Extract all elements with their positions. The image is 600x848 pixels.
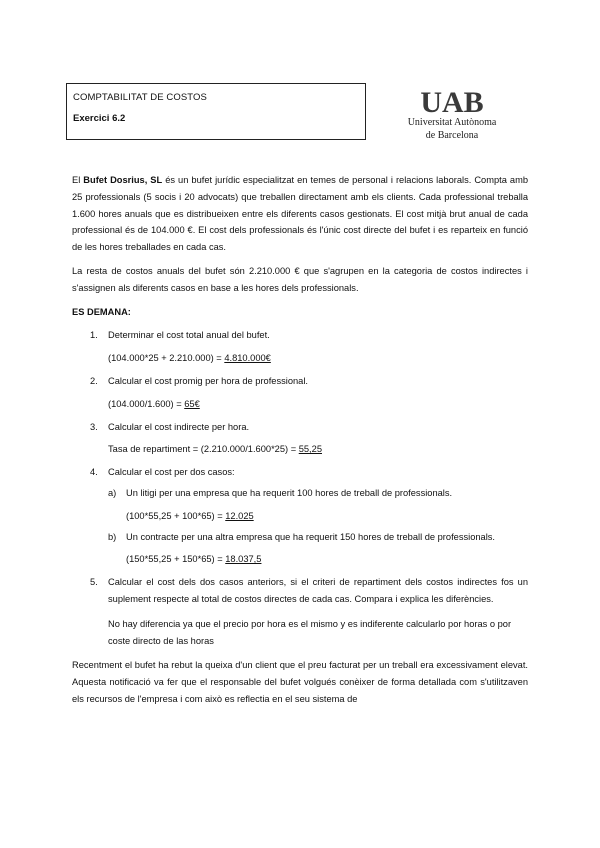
answer-5-note: No hay diferencia ya que el precio por hora es el mismo y es indiferente calcularlo por horas o por coste directo de las horas bbox=[108, 618, 512, 646]
logo-line-1: Universitat Autònoma bbox=[407, 117, 497, 128]
exercise-label: Exercici 6.2 bbox=[73, 113, 126, 124]
svg-text:UAB: UAB bbox=[420, 86, 484, 116]
question-4: 4. Calcular el cost per dos casos: bbox=[90, 467, 235, 478]
intro-paragraph-1: El Bufet Dosrius, SL és un bufet jurídic especialitzat en temes de personal i relacions laborals. Compta amb 25 professionals (5 socis i 20 advocats) que treballen directament amb els clients. Cada professional treballa 1.600 hores anuals que es distribueixen entre els diferents casos gestionats. El cost mitjà brut anual de cada professional és de 104.000 €. El cost dels professionals és l'únic cost directe del bufet i es reparteix en funció de les hores treballades en cada cas. bbox=[72, 175, 529, 253]
question-5: 5. Calcular el cost dels dos casos anteriors, si el criteri de repartiment dels costos indirectes fos un suplement respecte al total de costos directes de cada cas. Compara i explica les diferències. bbox=[90, 577, 528, 604]
closing-paragraph: Recentment el bufet ha rebut la queixa d'un client que el preu facturat per un treball era excessivament elevat. Aquesta notificació va fer que el responsable del bufet volgués conèixer de forma detallada com s'utilitzaven els recursos de l'empresa i com això es reflectia en el seu sistema de bbox=[72, 660, 528, 704]
answer-4a: (100*55,25 + 100*65) = 12.025 bbox=[126, 510, 254, 521]
answer-4b: (150*55,25 + 150*65) = 18.037,5 bbox=[126, 554, 262, 565]
es-demana-heading: ES DEMANA: bbox=[72, 306, 131, 317]
document-title: COMPTABILITAT DE COSTOS bbox=[73, 92, 207, 103]
uab-logo bbox=[397, 86, 507, 142]
answer-1: (104.000*25 + 2.210.000) = 4.810.000€ bbox=[108, 353, 271, 364]
question-1: 1. Determinar el cost total anual del bufet. bbox=[90, 330, 270, 341]
subquestion-b: b) Un contracte per una altra empresa que ha requerit 150 hores de treball de professionals. bbox=[108, 531, 495, 542]
answer-3: Tasa de repartiment = (2.210.000/1.600*25) = 55,25 bbox=[108, 444, 322, 455]
document-body bbox=[72, 172, 528, 708]
intro-paragraph-2: La resta de costos anuals del bufet són 2.210.000 € que s'agrupen en la categoria de costos indirectes i s'assignen als diferents casos en base a les hores dels professionals. bbox=[72, 265, 528, 293]
header-box bbox=[66, 83, 366, 140]
subquestion-a: a) Un litigi per una empresa que ha requerit 100 hores de treball de professionals. bbox=[108, 487, 453, 498]
company-name: Bufet Dosrius, SL bbox=[83, 175, 163, 185]
logo-line-2: de Barcelona bbox=[425, 130, 479, 141]
question-2: 2. Calcular el cost promig per hora de professional. bbox=[90, 375, 308, 386]
answer-2: (104.000/1.600) = 65€ bbox=[108, 398, 200, 409]
question-3: 3. Calcular el cost indirecte per hora. bbox=[90, 421, 250, 432]
uab-logo-mark bbox=[417, 86, 487, 116]
